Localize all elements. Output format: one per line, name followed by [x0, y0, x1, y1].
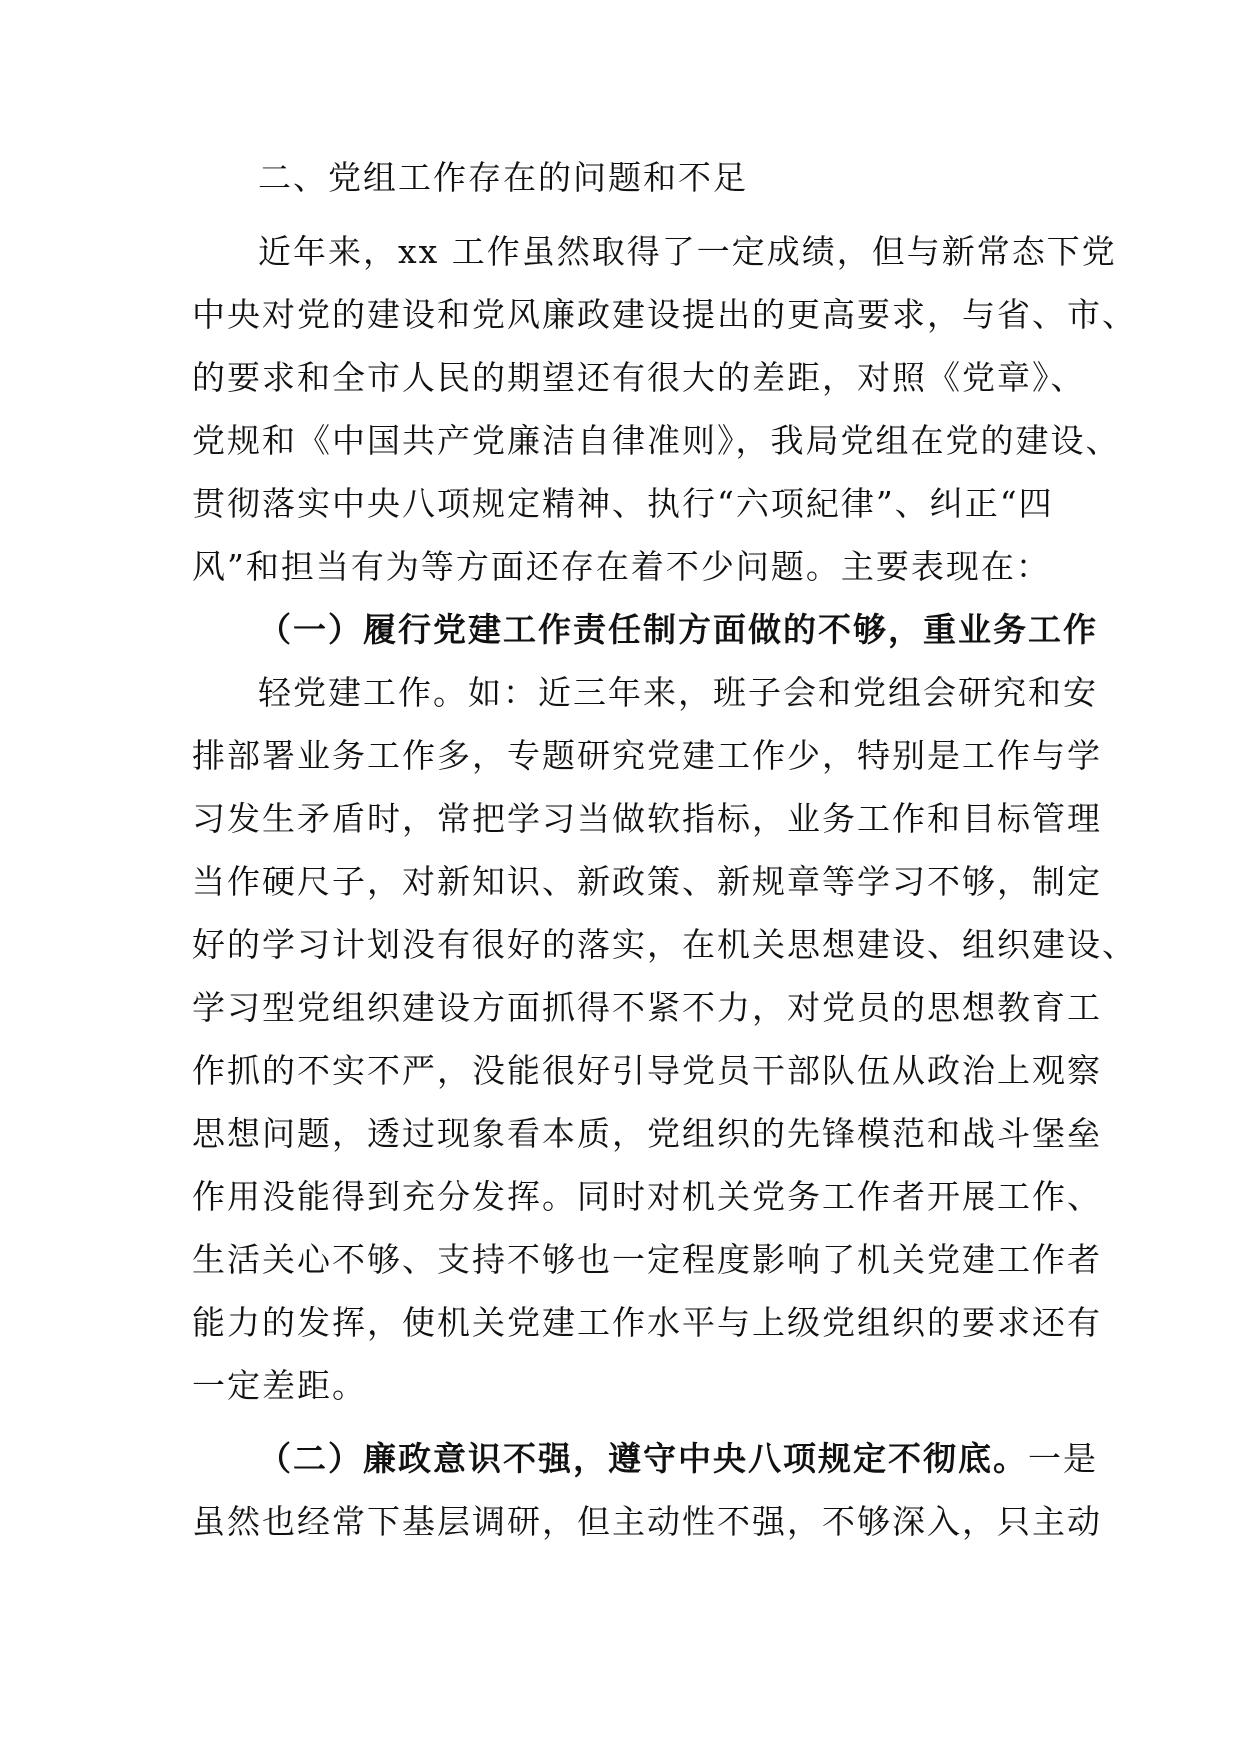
para1-line-8: 思想问题，透过现象看本质，党组织的先锋模范和战斗堡垒	[192, 1114, 1102, 1153]
para1-line-7: 作抓的不实不严，没能很好引导党员干部队伍从政治上观察	[192, 1051, 1102, 1090]
para1-line-4: 当作硬尺子，对新知识、新政策、新规章等学习不够，制定	[192, 862, 1102, 901]
subheading-two	[258, 1439, 1138, 1479]
intro-line-4: 党规和《中国共产党廉洁自律准则》，我局党组在党的建设、	[192, 421, 1121, 460]
para1-line-9: 作用没能得到充分发挥。同时对机关党务工作者开展工作、	[192, 1177, 1102, 1216]
para1-line-10: 生活关心不够、支持不够也一定程度影响了机关党建工作者	[192, 1240, 1102, 1279]
para1-line-12: 一定差距。	[192, 1366, 367, 1405]
para1-line-5: 好的学习计划没有很好的落实，在机关思想建设、组织建设、	[192, 925, 1137, 964]
para1-line-2: 排部署业务工作多，专题研究党建工作少，特别是工作与学	[192, 736, 1102, 775]
intro-line-3: 的要求和全市人民的期望还有很大的差距，对照《党章》、	[192, 358, 1086, 397]
intro-line-5: 贯彻落实中央八项规定精神、执行“六项紀律”、纠正“四	[192, 484, 1054, 523]
intro-line-1: 近年来，xx 工作虽然取得了一定成绩，但与新常态下党	[258, 232, 1117, 271]
intro-line-2: 中央对党的建设和党风廉政建设提出的更高要求，与省、市、	[192, 295, 1137, 334]
para1-line-1: 轻党建工作。如：近三年来，班子会和党组会研究和安	[258, 673, 1098, 712]
subheading-two-bold: （二）廉政意识不强，遵守中央八项规定不彻底。	[258, 1439, 1028, 1478]
para1-line-3: 习发生矛盾时，常把学习当做软指标，业务工作和目标管理	[192, 799, 1102, 838]
section-heading: 二、党组工作存在的问题和不足	[258, 158, 748, 197]
subheading-two-rest: 一是	[1028, 1439, 1098, 1478]
intro-line-6: 风”和担当有为等方面还存在着不少问题。主要表现在：	[192, 547, 1051, 586]
subheading-one: （一）履行党建工作责任制方面做的不够，重业务工作	[258, 610, 1098, 649]
para1-line-11: 能力的发挥，使机关党建工作水平与上级党组织的要求还有	[192, 1303, 1102, 1342]
para2-line-1: 虽然也经常下基层调研，但主动性不强，不够深入，只主动	[192, 1502, 1102, 1541]
para1-line-6: 学习型党组织建设方面抓得不紧不力，对党员的思想教育工	[192, 988, 1102, 1027]
